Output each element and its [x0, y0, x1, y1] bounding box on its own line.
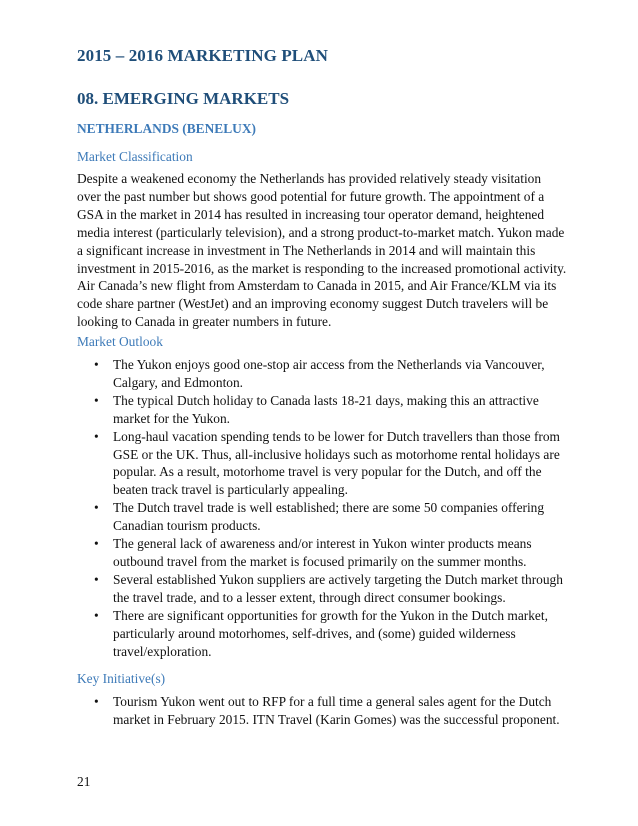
bullet-icon: • [94, 500, 99, 516]
initiatives-heading: Key Initiative(s) [77, 671, 166, 686]
list-item-text: The Dutch travel trade is well established; there are some 50 companies offering Canadian tourism products. [113, 500, 545, 534]
list-item-text: There are significant opportunities for growth for the Yukon in the Dutch market, particularly around motorhomes, self-drives, and (some) guided wilderness travel/exploration. [113, 607, 548, 659]
bullet-icon: • [94, 694, 99, 709]
section-heading: 08. EMERGING MARKETS [77, 89, 290, 108]
list-item [77, 607, 567, 661]
list-item [77, 571, 567, 607]
bullet-icon: • [94, 536, 99, 552]
bullet-icon: • [94, 392, 99, 408]
list-item-text: Several established Yukon suppliers are actively targeting the Dutch market through the travel trade, and to a lesser extent, through direct consumer bookings. [113, 571, 563, 605]
list-item [77, 356, 567, 392]
classification-heading: Market Classification [77, 149, 193, 164]
list-item [77, 392, 567, 428]
list-item [77, 535, 567, 571]
list-item [77, 428, 567, 500]
market-heading: NETHERLANDS (BENELUX) [77, 121, 256, 136]
list-item [77, 693, 567, 729]
bullet-icon: • [94, 607, 99, 623]
list-item-text: The Yukon enjoys good one-stop air access from the Netherlands via Vancouver, Calgary, and Edmonton. [113, 357, 545, 390]
outlook-list [77, 356, 567, 660]
list-item-text: Tourism Yukon went out to RFP for a full time a general sales agent for the Dutch market in February 2015. ITN Travel (Karin Gomes) was the successful proponent. [113, 694, 560, 727]
bullet-icon: • [94, 571, 99, 587]
list-item [77, 499, 567, 535]
document-title: 2015 – 2016 MARKETING PLAN [77, 46, 328, 65]
page-number: 21 [77, 774, 91, 789]
initiatives-list [77, 693, 567, 729]
list-item-text: The general lack of awareness and/or interest in Yukon winter products means outbound travel from the market is focused primarily on the summer months. [113, 536, 532, 569]
classification-paragraph: Despite a weakened economy the Netherlands has provided relatively steady visitation over the past number but shows good potential for future growth. The appointment of a GSA in the market in 2014 has resulted in increasing tour operator demand, heightened media interest (particularly television), and a strong product-to-market match. Yukon made a significant increase in investment in The Netherlands in 2014 and will maintain this investment in 2015-2016, as the market is responding to the increased promotional activity. Air Canada’s new flight from Amsterdam to Canada in 2015, and Air France/KLM via its code share partner (WestJet) and an improving economy suggest Dutch travelers will be looking to Canada in greater numbers in future. [77, 171, 567, 330]
list-item-text: The typical Dutch holiday to Canada lasts 18-21 days, making this an attractive market for the Yukon. [113, 392, 539, 426]
outlook-heading: Market Outlook [77, 334, 163, 349]
bullet-icon: • [94, 428, 99, 444]
list-item-text: Long-haul vacation spending tends to be lower for Dutch travellers than those from GSE or the UK. Thus, all-inclusive holidays such as motorhome rental holidays are popular. As a result, motorhome travel is very popular for the Dutch, and off the beaten track travel is particularly appealing. [113, 428, 560, 498]
bullet-icon: • [94, 357, 99, 372]
